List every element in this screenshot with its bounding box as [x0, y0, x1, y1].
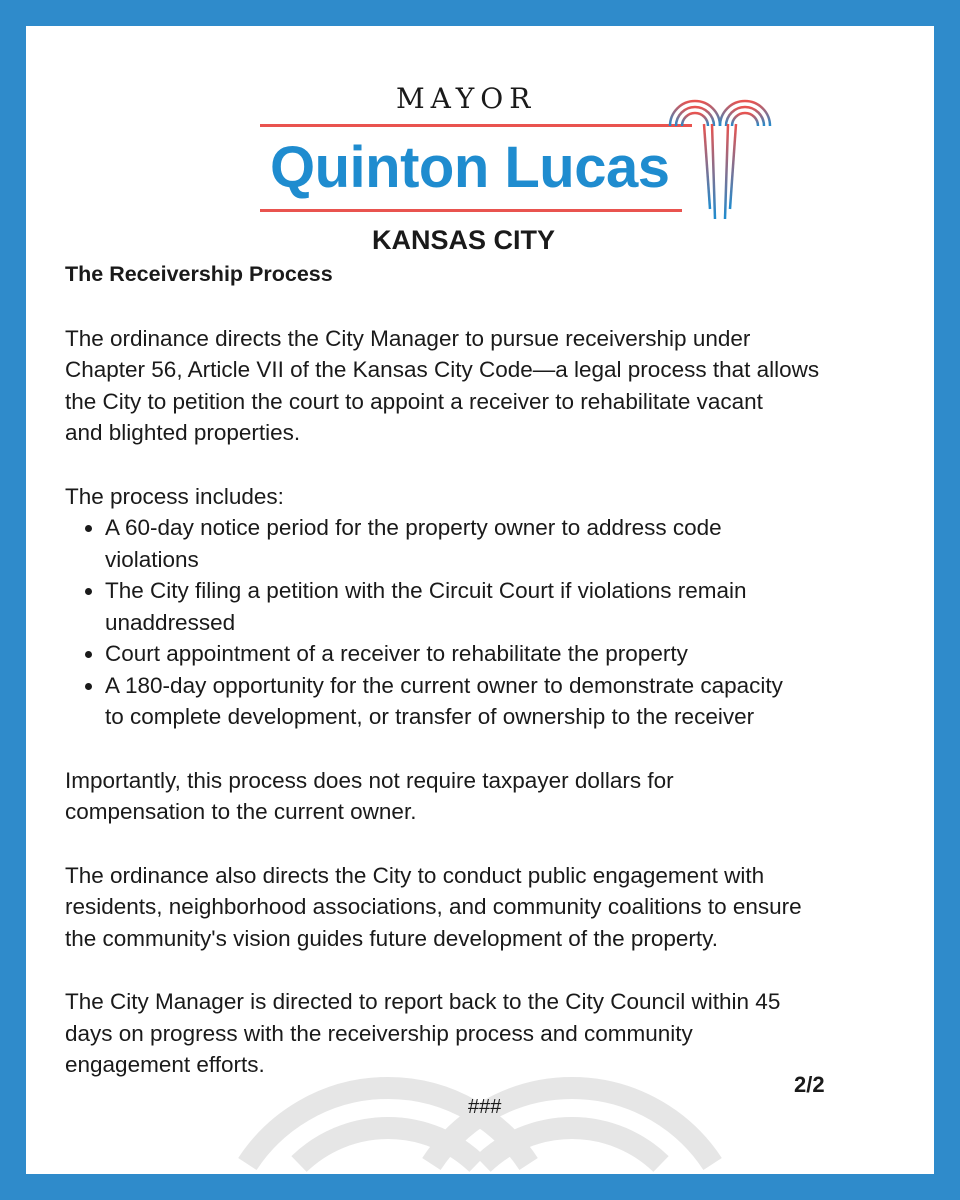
list-item — [105, 575, 925, 638]
text-line: • A 60-day notice period for the property owner to address code — [105, 515, 722, 540]
logo-name-text: Quinton Lucas — [270, 135, 670, 200]
logo-bottom-rule — [260, 209, 682, 212]
text-line: days on progress with the receivership process and community — [65, 1020, 693, 1046]
taxpayer-paragraph — [65, 765, 925, 828]
intro-paragraph — [65, 323, 925, 449]
page-indicator: 2/2 — [794, 1072, 825, 1097]
text-line: to complete development, or transfer of ownership to the receiver — [105, 704, 755, 729]
text-line: The ordinance directs the City Manager to pursue receivership under — [65, 325, 751, 351]
text-line: compensation to the current owner. — [65, 799, 417, 824]
process-list — [65, 512, 925, 733]
engagement-paragraph — [65, 860, 925, 955]
process-label: The process includes: — [65, 483, 284, 509]
text-line: residents, neighborhood associations, and community coalitions to ensure — [65, 894, 802, 919]
fountain-logo-icon — [660, 84, 780, 234]
content-panel — [26, 26, 934, 1174]
logo-city-text: KANSAS CITY — [372, 225, 556, 255]
text-line: • A 180-day opportunity for the current owner to demonstrate capacity — [105, 672, 783, 698]
list-item — [105, 638, 925, 670]
text-line: The City Manager is directed to report back to the City Council within 45 — [65, 989, 781, 1014]
text-line: Importantly, this process does not require taxpayer dollars for — [65, 767, 674, 793]
text-line: the community's vision guides future development of the property. — [65, 925, 718, 951]
mayor-logo — [26, 26, 934, 266]
text-line: The ordinance also directs the City to conduct public engagement with — [65, 862, 765, 888]
text-line: and blighted properties. — [65, 420, 301, 445]
text-line: unaddressed — [105, 609, 236, 635]
section-heading: The Receivership Process — [65, 262, 333, 286]
logo-mayor-text: MAYOR — [396, 82, 537, 115]
list-item — [105, 670, 925, 733]
document-body — [65, 259, 925, 1081]
text-line: • Court appointment of a receiver to rehabilitate the property — [105, 641, 688, 666]
text-line: engagement efforts. — [65, 1052, 265, 1077]
end-mark: ### — [468, 1096, 502, 1118]
list-item — [105, 512, 925, 575]
logo-top-rule — [260, 124, 692, 127]
report-paragraph — [65, 986, 925, 1081]
text-line: violations — [105, 546, 199, 572]
text-line: Chapter 56, Article VII of the Kansas City Code—a legal process that allows — [65, 357, 820, 382]
text-line: the City to petition the court to appoint a receiver to rehabilitate vacant — [65, 388, 763, 414]
text-line: • The City filing a petition with the Circuit Court if violations remain — [105, 578, 747, 603]
